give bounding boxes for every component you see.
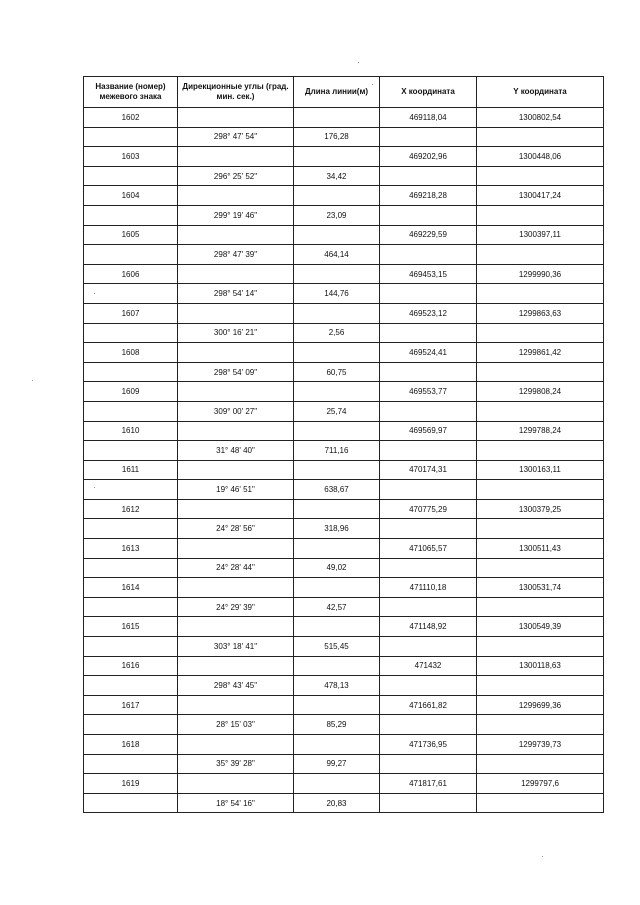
empty-cell	[477, 480, 604, 500]
y-coordinate-cell: 1299699,36	[477, 695, 604, 715]
x-coordinate-cell: 469453,15	[380, 264, 477, 284]
document-page	[83, 76, 603, 813]
y-coordinate-cell: 1299863,63	[477, 303, 604, 323]
direction-angle-cell: 296° 25' 52"	[178, 166, 294, 186]
table-row	[84, 519, 604, 539]
empty-cell	[294, 460, 380, 480]
empty-cell	[477, 754, 604, 774]
marker-name-cell: 1618	[84, 735, 178, 755]
table-row	[84, 793, 604, 813]
line-length-cell: 478,13	[294, 676, 380, 696]
marker-name-cell: 1607	[84, 303, 178, 323]
x-coordinate-cell: 469229,59	[380, 225, 477, 245]
empty-cell	[178, 656, 294, 676]
marker-name-cell: 1610	[84, 421, 178, 441]
empty-cell	[380, 754, 477, 774]
empty-cell	[380, 205, 477, 225]
direction-angle-cell: 24° 28' 56"	[178, 519, 294, 539]
empty-cell	[178, 303, 294, 323]
table-row	[84, 382, 604, 402]
y-coordinate-cell: 1300118,63	[477, 656, 604, 676]
header-marker-name: Название (номер) межевого знака	[84, 77, 178, 108]
empty-cell	[84, 793, 178, 813]
marker-name-cell: 1611	[84, 460, 178, 480]
empty-cell	[477, 519, 604, 539]
table-row	[84, 656, 604, 676]
marker-name-cell: 1602	[84, 108, 178, 128]
line-length-cell: 99,27	[294, 754, 380, 774]
table-row	[84, 264, 604, 284]
table-row	[84, 108, 604, 128]
empty-cell	[178, 147, 294, 167]
marker-name-cell: 1612	[84, 499, 178, 519]
table-row	[84, 421, 604, 441]
empty-cell	[84, 441, 178, 461]
direction-angle-cell: 309° 00' 27"	[178, 401, 294, 421]
table-row	[84, 343, 604, 363]
empty-cell	[178, 343, 294, 363]
line-length-cell: 23,09	[294, 205, 380, 225]
marker-name-cell: 1619	[84, 774, 178, 794]
empty-cell	[477, 284, 604, 304]
empty-cell	[477, 637, 604, 657]
direction-angle-cell: 298° 47' 54"	[178, 127, 294, 147]
table-row	[84, 284, 604, 304]
direction-angle-cell: 300° 16' 21"	[178, 323, 294, 343]
line-length-cell: 515,45	[294, 637, 380, 657]
empty-cell	[380, 362, 477, 382]
x-coordinate-cell: 470775,29	[380, 499, 477, 519]
empty-cell	[380, 323, 477, 343]
line-length-cell: 638,67	[294, 480, 380, 500]
empty-cell	[477, 441, 604, 461]
table-row	[84, 578, 604, 598]
table-row	[84, 695, 604, 715]
empty-cell	[178, 695, 294, 715]
table-row	[84, 460, 604, 480]
direction-angle-cell: 24° 28' 44"	[178, 558, 294, 578]
table-row	[84, 303, 604, 323]
y-coordinate-cell: 1299861,42	[477, 343, 604, 363]
direction-angle-cell: 298° 47' 39"	[178, 245, 294, 265]
y-coordinate-cell: 1299808,24	[477, 382, 604, 402]
marker-name-cell: 1609	[84, 382, 178, 402]
x-coordinate-cell: 471817,61	[380, 774, 477, 794]
empty-cell	[84, 245, 178, 265]
direction-angle-cell: 31° 48' 40"	[178, 441, 294, 461]
marker-name-cell: 1603	[84, 147, 178, 167]
empty-cell	[178, 382, 294, 402]
empty-cell	[380, 480, 477, 500]
marker-name-cell: 1608	[84, 343, 178, 363]
y-coordinate-cell: 1300448,06	[477, 147, 604, 167]
line-length-cell: 60,75	[294, 362, 380, 382]
empty-cell	[294, 421, 380, 441]
table-row	[84, 715, 604, 735]
table-header-row	[84, 77, 604, 108]
empty-cell	[178, 421, 294, 441]
header-direction-angle: Дирекционные углы (град. мин. сек.)	[178, 77, 294, 108]
y-coordinate-cell: 1300163,11	[477, 460, 604, 480]
direction-angle-cell: 35° 39' 28"	[178, 754, 294, 774]
table-row	[84, 147, 604, 167]
empty-cell	[477, 715, 604, 735]
table-row	[84, 166, 604, 186]
marker-name-cell: 1616	[84, 656, 178, 676]
direction-angle-cell: 298° 54' 14"	[178, 284, 294, 304]
line-length-cell: 34,42	[294, 166, 380, 186]
direction-angle-cell: 18° 54' 16"	[178, 793, 294, 813]
empty-cell	[380, 401, 477, 421]
empty-cell	[380, 284, 477, 304]
direction-angle-cell: 28° 15' 03"	[178, 715, 294, 735]
empty-cell	[380, 715, 477, 735]
y-coordinate-cell: 1299797,6	[477, 774, 604, 794]
line-length-cell: 85,29	[294, 715, 380, 735]
line-length-cell: 144,76	[294, 284, 380, 304]
empty-cell	[84, 166, 178, 186]
empty-cell	[84, 323, 178, 343]
empty-cell	[477, 323, 604, 343]
y-coordinate-cell: 1300417,24	[477, 186, 604, 206]
empty-cell	[294, 225, 380, 245]
empty-cell	[84, 754, 178, 774]
header-line-length: Длина линии(м)	[294, 77, 380, 108]
empty-cell	[178, 108, 294, 128]
empty-cell	[477, 362, 604, 382]
empty-cell	[380, 793, 477, 813]
table-row	[84, 754, 604, 774]
line-length-cell: 49,02	[294, 558, 380, 578]
empty-cell	[294, 695, 380, 715]
empty-cell	[84, 205, 178, 225]
y-coordinate-cell: 1300511,43	[477, 539, 604, 559]
marker-name-cell: 1615	[84, 617, 178, 637]
direction-angle-cell: 24° 29' 39"	[178, 597, 294, 617]
empty-cell	[294, 578, 380, 598]
table-row	[84, 127, 604, 147]
marker-name-cell: 1617	[84, 695, 178, 715]
empty-cell	[380, 519, 477, 539]
x-coordinate-cell: 471432	[380, 656, 477, 676]
empty-cell	[294, 539, 380, 559]
empty-cell	[178, 225, 294, 245]
table-row	[84, 362, 604, 382]
header-y-coordinate: Y координата	[477, 77, 604, 108]
line-length-cell: 25,74	[294, 401, 380, 421]
table-row	[84, 617, 604, 637]
x-coordinate-cell: 471148,92	[380, 617, 477, 637]
empty-cell	[84, 401, 178, 421]
empty-cell	[84, 362, 178, 382]
empty-cell	[294, 147, 380, 167]
line-length-cell: 318,96	[294, 519, 380, 539]
table-row	[84, 441, 604, 461]
empty-cell	[294, 264, 380, 284]
table-row	[84, 401, 604, 421]
marker-name-cell: 1604	[84, 186, 178, 206]
empty-cell	[380, 245, 477, 265]
direction-angle-cell: 19° 46' 51"	[178, 480, 294, 500]
y-coordinate-cell: 1300379,25	[477, 499, 604, 519]
empty-cell	[84, 127, 178, 147]
empty-cell	[84, 637, 178, 657]
direction-angle-cell: 299° 19' 46"	[178, 205, 294, 225]
empty-cell	[477, 401, 604, 421]
empty-cell	[84, 480, 178, 500]
table-row	[84, 597, 604, 617]
empty-cell	[84, 558, 178, 578]
empty-cell	[380, 441, 477, 461]
empty-cell	[294, 343, 380, 363]
empty-cell	[477, 245, 604, 265]
marker-name-cell: 1613	[84, 539, 178, 559]
y-coordinate-cell: 1300397,11	[477, 225, 604, 245]
table-row	[84, 225, 604, 245]
empty-cell	[178, 499, 294, 519]
x-coordinate-cell: 471736,95	[380, 735, 477, 755]
table-row	[84, 480, 604, 500]
x-coordinate-cell: 469524,41	[380, 343, 477, 363]
y-coordinate-cell: 1300531,74	[477, 578, 604, 598]
empty-cell	[294, 735, 380, 755]
marker-name-cell: 1605	[84, 225, 178, 245]
empty-cell	[477, 558, 604, 578]
empty-cell	[294, 499, 380, 519]
table-row	[84, 637, 604, 657]
empty-cell	[477, 597, 604, 617]
empty-cell	[294, 303, 380, 323]
table-row	[84, 499, 604, 519]
marker-name-cell: 1614	[84, 578, 178, 598]
empty-cell	[380, 597, 477, 617]
empty-cell	[178, 460, 294, 480]
empty-cell	[84, 284, 178, 304]
line-length-cell: 20,83	[294, 793, 380, 813]
x-coordinate-cell: 469218,28	[380, 186, 477, 206]
line-length-cell: 711,16	[294, 441, 380, 461]
x-coordinate-cell: 470174,31	[380, 460, 477, 480]
empty-cell	[477, 166, 604, 186]
table-row	[84, 539, 604, 559]
empty-cell	[178, 264, 294, 284]
empty-cell	[178, 774, 294, 794]
direction-angle-cell: 303° 18' 41"	[178, 637, 294, 657]
line-length-cell: 464,14	[294, 245, 380, 265]
coordinates-table	[83, 76, 604, 813]
x-coordinate-cell: 469118,04	[380, 108, 477, 128]
y-coordinate-cell: 1299990,36	[477, 264, 604, 284]
y-coordinate-cell: 1300549,39	[477, 617, 604, 637]
empty-cell	[477, 676, 604, 696]
empty-cell	[84, 715, 178, 735]
empty-cell	[84, 519, 178, 539]
y-coordinate-cell: 1300802,54	[477, 108, 604, 128]
table-row	[84, 186, 604, 206]
empty-cell	[380, 637, 477, 657]
x-coordinate-cell: 471661,82	[380, 695, 477, 715]
empty-cell	[380, 558, 477, 578]
empty-cell	[380, 676, 477, 696]
y-coordinate-cell: 1299788,24	[477, 421, 604, 441]
table-row	[84, 323, 604, 343]
empty-cell	[477, 793, 604, 813]
line-length-cell: 42,57	[294, 597, 380, 617]
table-row	[84, 676, 604, 696]
x-coordinate-cell: 469569,97	[380, 421, 477, 441]
x-coordinate-cell: 471110,18	[380, 578, 477, 598]
empty-cell	[477, 205, 604, 225]
empty-cell	[178, 539, 294, 559]
table-row	[84, 774, 604, 794]
empty-cell	[294, 382, 380, 402]
line-length-cell: 2,56	[294, 323, 380, 343]
empty-cell	[294, 774, 380, 794]
direction-angle-cell: 298° 54' 09"	[178, 362, 294, 382]
empty-cell	[294, 108, 380, 128]
x-coordinate-cell: 469553,77	[380, 382, 477, 402]
empty-cell	[84, 597, 178, 617]
x-coordinate-cell: 471065,57	[380, 539, 477, 559]
empty-cell	[178, 735, 294, 755]
table-row	[84, 558, 604, 578]
x-coordinate-cell: 469202,96	[380, 147, 477, 167]
empty-cell	[178, 617, 294, 637]
marker-name-cell: 1606	[84, 264, 178, 284]
table-body	[84, 108, 604, 813]
header-x-coordinate: X координата	[380, 77, 477, 108]
table-row	[84, 205, 604, 225]
empty-cell	[84, 676, 178, 696]
line-length-cell: 176,28	[294, 127, 380, 147]
empty-cell	[380, 127, 477, 147]
x-coordinate-cell: 469523,12	[380, 303, 477, 323]
empty-cell	[178, 578, 294, 598]
table-row	[84, 245, 604, 265]
table-row	[84, 735, 604, 755]
empty-cell	[294, 186, 380, 206]
empty-cell	[380, 166, 477, 186]
direction-angle-cell: 298° 43' 45"	[178, 676, 294, 696]
empty-cell	[294, 656, 380, 676]
empty-cell	[477, 127, 604, 147]
empty-cell	[178, 186, 294, 206]
y-coordinate-cell: 1299739,73	[477, 735, 604, 755]
empty-cell	[294, 617, 380, 637]
